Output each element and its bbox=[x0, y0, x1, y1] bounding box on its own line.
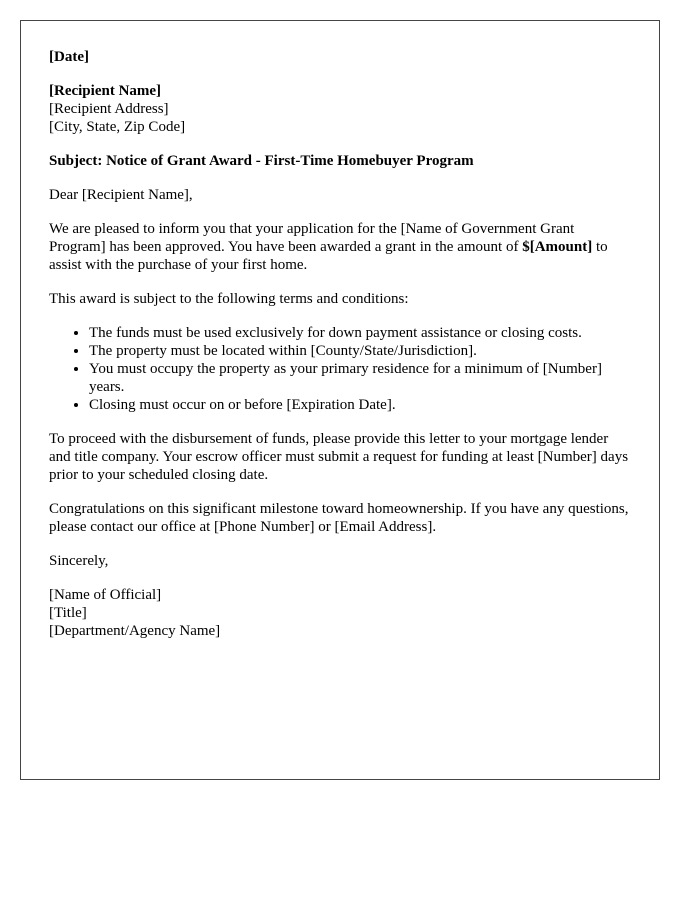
official-title: [Title] bbox=[49, 605, 87, 621]
award-paragraph-purpose: to assist with the purchase of your first home. bbox=[49, 239, 608, 273]
salutation: Dear [Recipient Name], bbox=[49, 187, 193, 203]
disbursement-paragraph: To proceed with the disbursement of funds, please provide this letter to your mortgage lender and title company. Your escrow officer must submit a request for funding at least [Number] days prior to your scheduled closing date. bbox=[49, 431, 629, 483]
terms-list bbox=[49, 324, 631, 414]
closing: Sincerely, bbox=[49, 553, 109, 569]
congratulations-paragraph: Congratulations on this significant milestone toward homeownership. If you have any questions, please contact our office at [Phone Number] or [Email Address]. bbox=[49, 501, 629, 535]
department-name: [Department/Agency Name] bbox=[49, 623, 221, 639]
terms-list-item: • The property must be located within [County/State/Jurisdiction]. bbox=[89, 342, 631, 360]
recipient-block bbox=[49, 82, 631, 136]
recipient-address: [Recipient Address] bbox=[49, 101, 169, 117]
terms-list-item: • You must occupy the property as your primary residence for a minimum of [Number] years. bbox=[89, 360, 631, 396]
award-paragraph bbox=[49, 220, 631, 274]
award-paragraph-intro: We are pleased to inform you that your application for the [Name of Government Grant Program] has been approved. You have been awarded a grant in the amount of bbox=[49, 221, 575, 255]
letter-date: [Date] bbox=[49, 49, 89, 65]
grant-amount: $[Amount] bbox=[522, 239, 593, 255]
terms-list-item: • The funds must be used exclusively for down payment assistance or closing costs. bbox=[89, 324, 631, 342]
grant-award-letter bbox=[20, 20, 660, 780]
official-name: [Name of Official] bbox=[49, 587, 162, 603]
terms-list-item: • Closing must occur on or before [Expiration Date]. bbox=[89, 396, 631, 414]
signature-block bbox=[49, 586, 631, 640]
terms-intro: This award is subject to the following terms and conditions: bbox=[49, 291, 409, 307]
recipient-city-state-zip: [City, State, Zip Code] bbox=[49, 119, 186, 135]
letter-subject: Subject: Notice of Grant Award - First-Time Homebuyer Program bbox=[49, 153, 474, 169]
recipient-name: [Recipient Name] bbox=[49, 83, 162, 99]
